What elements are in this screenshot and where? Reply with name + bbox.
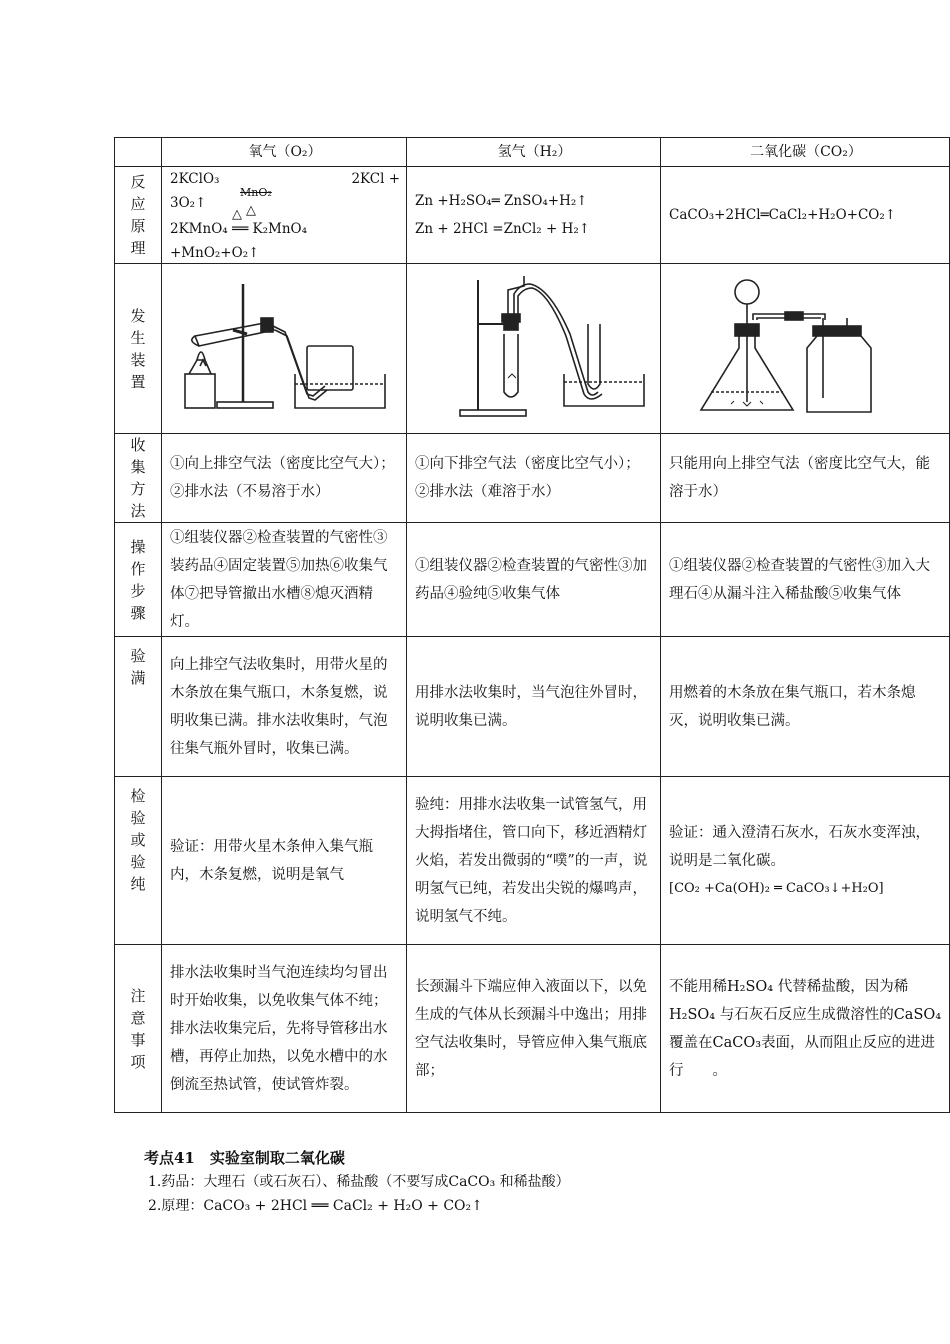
footer-section xyxy=(144,1146,570,1218)
o2-principle xyxy=(162,167,407,264)
flask-funnel-gas-bottle-apparatus-icon xyxy=(681,274,931,424)
co2-collection: 只能用向上排空气法（密度比空气大，能溶于水） xyxy=(661,434,950,523)
header-oxygen: 氧气（O₂） xyxy=(162,138,407,167)
footer-line-principle: 2.原理：CaCO₃ + 2HCl ══ CaCl₂ + H₂O + CO₂↑ xyxy=(148,1198,483,1214)
h2-principle xyxy=(407,167,661,264)
co2-steps: ①组装仪器②检查装置的气密性③加入大理石④从漏斗注入稀盐酸⑤收集气体 xyxy=(661,523,950,637)
header-row xyxy=(115,138,950,167)
o2-test: 验证：用带火星木条伸入集气瓶内，木条复燃，说明是氧气 xyxy=(162,777,407,945)
co2-test-1: 验证：通入澄清石灰水，石灰水变浑浊，说明是二氧化碳。 xyxy=(669,824,930,869)
h2-collection-1: ①向下排空气法（密度比空气小）； xyxy=(415,456,640,472)
footer-line-reagents: 1.药品：大理石（或石灰石）、稀盐酸（不要写成CaCO₃ 和稀盐酸） xyxy=(148,1174,570,1190)
h2-steps: ①组装仪器②检查装置的气密性③加药品④验纯⑤收集气体 xyxy=(407,523,661,637)
row-apparatus xyxy=(115,264,950,434)
h2-apparatus-cell xyxy=(407,264,661,434)
h2-notes: 长颈漏斗下端应伸入液面以下，以免生成的气体从长颈漏斗中逸出；用排空气法收集时，导管应伸入集气瓶底部； xyxy=(407,945,661,1113)
section-title: 考点41 实验室制取二氧化碳 xyxy=(144,1149,345,1167)
row-principle xyxy=(115,167,950,264)
co2-test xyxy=(661,777,950,945)
co2-principle: CaCO₃+2HCl═CaCl₂+H₂O+CO₂↑ xyxy=(661,167,950,264)
row-label-notes: 注意事项 xyxy=(130,986,146,1071)
header-hydrogen: 氢气（H₂） xyxy=(407,138,661,167)
row-label-collection: 收集方法 xyxy=(130,436,146,520)
row-label-steps: 操作步骤 xyxy=(130,537,146,622)
row-label-apparatus: 发生装置 xyxy=(130,306,146,391)
o2-eq1-product: 3O₂↑ xyxy=(170,195,207,211)
h2-full-check: 用排水法收集时，当气泡往外冒时，说明收集已满。 xyxy=(407,637,661,777)
row-collection xyxy=(115,434,950,523)
co2-full-check: 用燃着的木条放在集气瓶口，若木条熄灭，说明收集已满。 xyxy=(661,637,950,777)
co2-notes: 不能用稀H₂SO₄ 代替稀盐酸，因为稀H₂SO₄ 与石灰石反应生成微溶性的CaSO₄ 覆盖在CaCO₃表面，从而阻止反应的进进行 。 xyxy=(661,945,950,1113)
o2-eq2: 2KMnO₄ ══ K₂MnO₄ +MnO₂+O₂↑ xyxy=(170,221,308,261)
o2-notes: 排水法收集时当气泡连续均匀冒出时开始收集，以免收集气体不纯；排水法收集完后，先将导管移出水槽，再停止加热，以免水槽中的水倒流至热试管，使试管炸裂。 xyxy=(162,945,407,1113)
row-steps xyxy=(115,523,950,637)
o2-heat-symbol-1: △ xyxy=(246,203,256,218)
row-notes xyxy=(115,945,950,1113)
gas-comparison-table xyxy=(114,137,950,1113)
h2-collection xyxy=(407,434,661,523)
o2-eq1-left: 2KClO₃ xyxy=(170,171,220,187)
o2-collection-1: ①向上排空气法（密度比空气大）； xyxy=(170,456,395,472)
o2-catalyst: MnO₂ xyxy=(240,186,272,199)
o2-full-check: 向上排空气法收集时，用带火星的木条放在集气瓶口，木条复燃，说明收集已满。排水法收集时，气泡往集气瓶外冒时，收集已满。 xyxy=(162,637,407,777)
header-carbon-dioxide: 二氧化碳（CO₂） xyxy=(661,138,950,167)
row-full-check xyxy=(115,637,950,777)
heating-test-tube-apparatus-icon xyxy=(175,274,395,424)
o2-collection-2: ②排水法（不易溶于水） xyxy=(170,484,330,500)
co2-test-equation: [CO₂ +Ca(OH)₂ ═ CaCO₃↓+H₂O] xyxy=(669,880,884,896)
o2-steps: ①组装仪器②检查装置的气密性③装药品④固定装置⑤加热⑥收集气体⑦把导管撤出水槽⑧熄灭酒精灯。 xyxy=(162,523,407,637)
o2-eq1-right: 2KCl + xyxy=(351,171,400,187)
o2-collection xyxy=(162,434,407,523)
row-label-full-check: 验满 xyxy=(130,647,146,687)
h2-eq1: Zn +H₂SO₄═ ZnSO₄+H₂↑ xyxy=(415,193,588,209)
h2-eq2: Zn + 2HCl =ZnCl₂ + H₂↑ xyxy=(415,221,591,237)
h2-test: 验纯：用排水法收集一试管氢气，用大拇指堵住，管口向下，移近酒精灯火焰，若发出微弱的“噗”的一声，说明氢气已纯，若发出尖锐的爆鸣声，说明氢气不纯。 xyxy=(407,777,661,945)
corner-cell xyxy=(115,138,162,167)
row-label-test: 检验或验纯 xyxy=(130,787,146,893)
o2-heat-symbol-2: △ xyxy=(232,207,242,222)
row-test xyxy=(115,777,950,945)
h2-collection-2: ②排水法（难溶于水） xyxy=(415,484,560,500)
co2-apparatus-cell xyxy=(661,264,950,434)
row-label-principle: 反应原理 xyxy=(130,173,146,257)
test-tube-gas-generation-apparatus-icon xyxy=(420,274,650,424)
o2-apparatus-cell xyxy=(162,264,407,434)
